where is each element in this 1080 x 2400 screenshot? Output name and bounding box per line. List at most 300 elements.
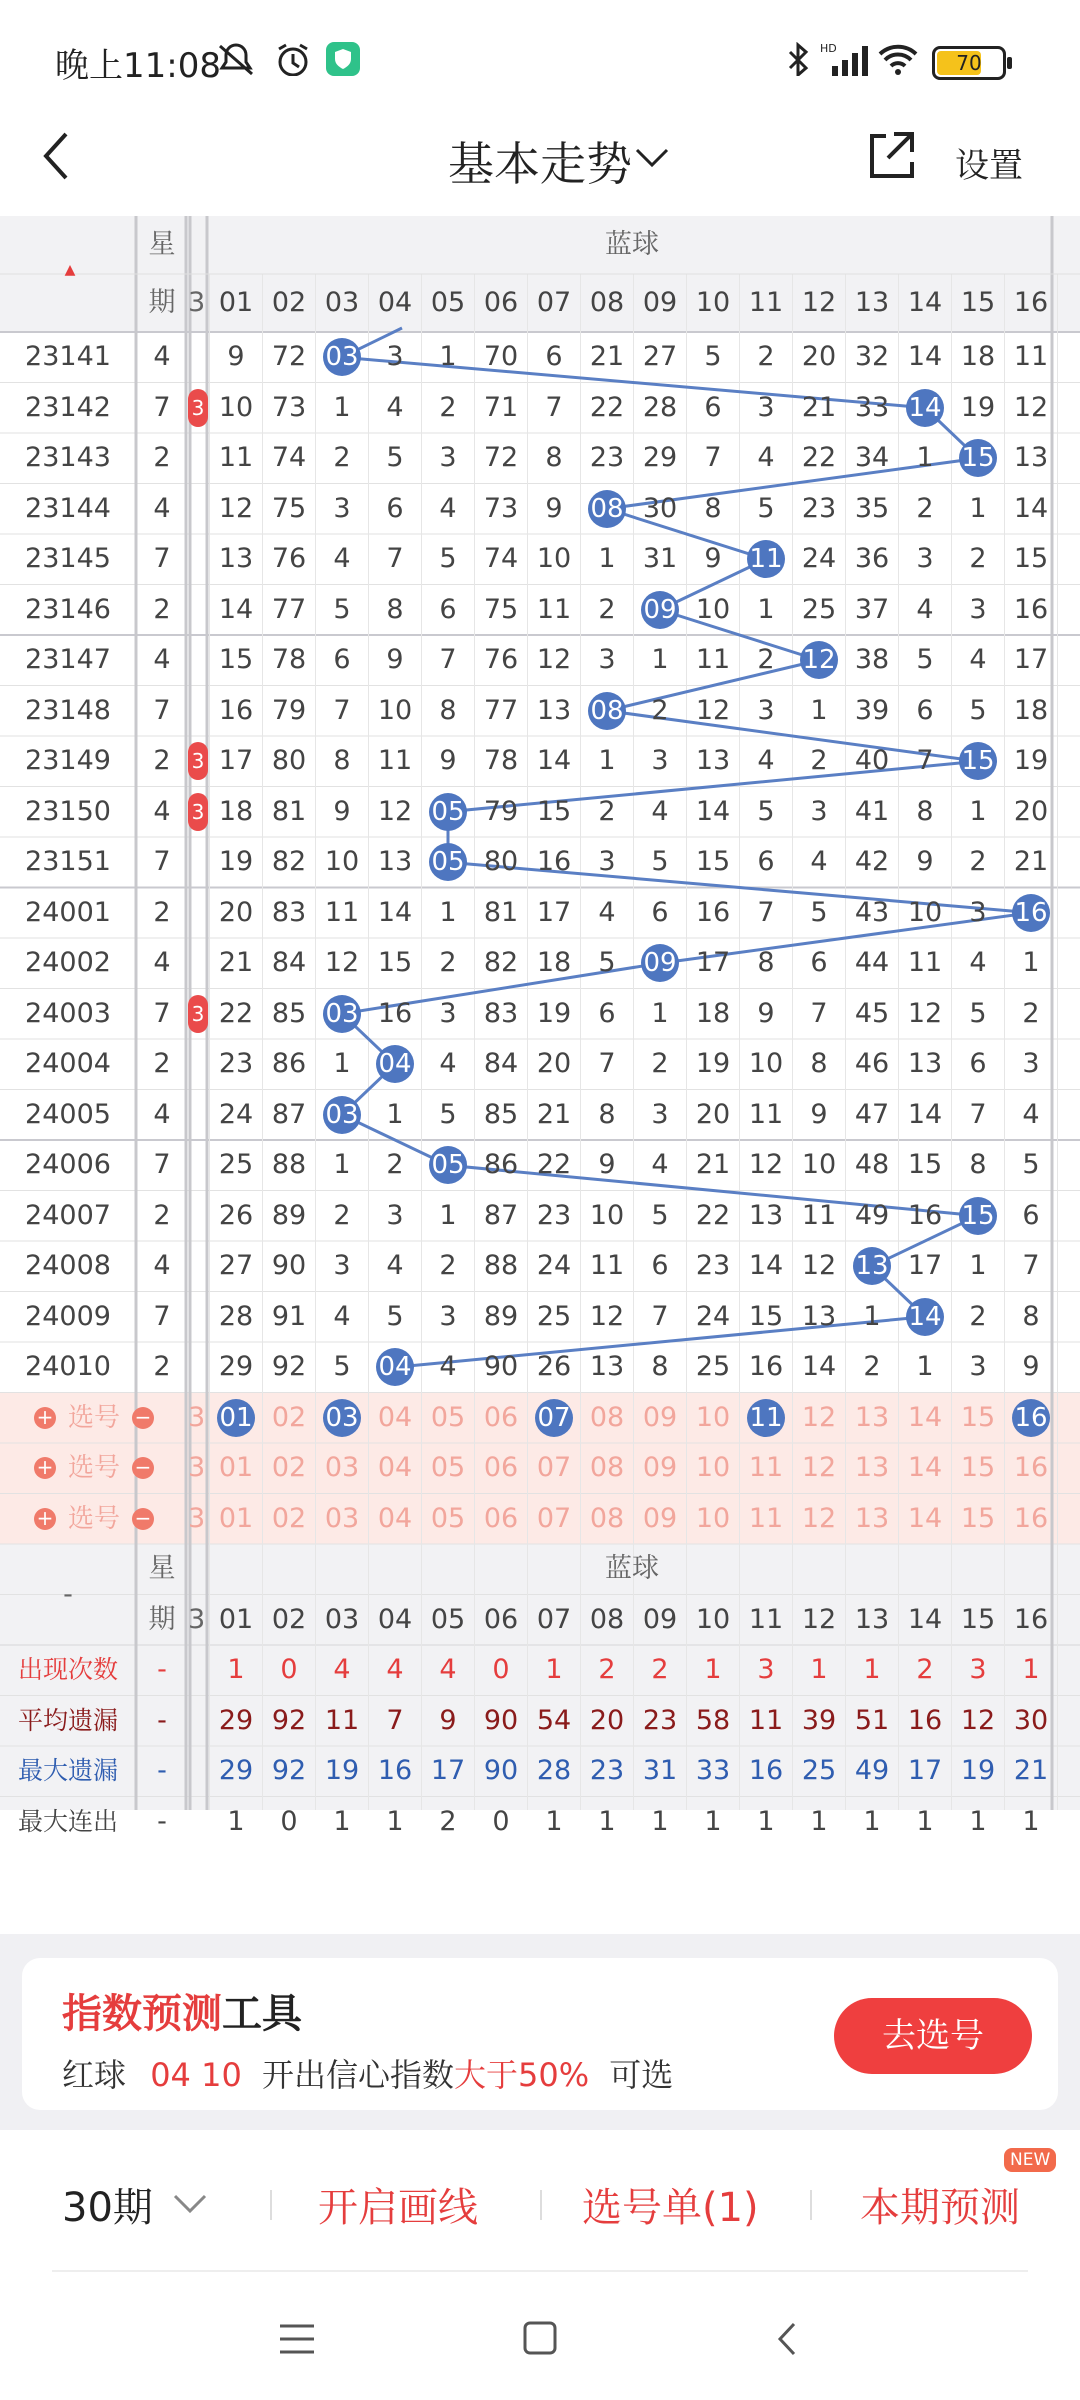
miss-cell: 12 (218, 492, 254, 524)
miss-cell: 5 (810, 896, 828, 928)
miss-cell: 6 (651, 896, 669, 928)
miss-cell: 15 (748, 1300, 784, 1332)
number-header: 14 (907, 287, 943, 318)
hit-ball: 04 (376, 1045, 414, 1083)
footer-period-dash: - (63, 1579, 73, 1610)
footer-number-header: 15 (960, 1603, 996, 1635)
miss-cell: 28 (218, 1300, 254, 1332)
miss-cell: 85 (483, 1098, 519, 1130)
pick-label[interactable]: 选号 (67, 1503, 120, 1534)
week-cell: 4 (153, 644, 171, 675)
share-icon[interactable] (864, 128, 918, 184)
footer-number-header: 07 (536, 1603, 572, 1635)
pick-number[interactable]: 10 (695, 1502, 731, 1534)
trail-column-label: 3 (188, 287, 206, 318)
miss-cell: 23 (589, 442, 625, 473)
trail-column-label: 3 (188, 1502, 206, 1534)
number-header: 11 (748, 287, 784, 318)
miss-cell: 5 (439, 543, 457, 574)
miss-cell: 30 (642, 492, 678, 524)
miss-cell: 5 (333, 1351, 351, 1382)
miss-cell: 4 (969, 947, 987, 978)
miss-cell: 1 (386, 1098, 404, 1130)
miss-cell: 21 (589, 341, 625, 372)
miss-cell: 15 (1013, 543, 1049, 574)
period-cell: 24005 (25, 1098, 111, 1130)
stat-value: 11 (748, 1704, 784, 1736)
miss-cell: 18 (695, 997, 731, 1029)
pick-number[interactable]: 08 (589, 1452, 625, 1483)
footer-week-bottom: 期 (148, 1603, 176, 1635)
number-header: 12 (801, 287, 837, 318)
stat-value: 1 (704, 1805, 722, 1837)
hit-ball: 13 (853, 1247, 891, 1285)
battery-level: 70 (956, 51, 982, 75)
period-chevron-icon[interactable] (172, 2192, 208, 2216)
stat-value: 29 (218, 1755, 254, 1786)
miss-cell: 82 (271, 846, 307, 877)
miss-cell: 1 (333, 391, 351, 423)
pick-number[interactable]: 02 (271, 1452, 307, 1483)
miss-cell: 3 (757, 694, 775, 726)
pick-label[interactable]: 选号 (67, 1453, 120, 1483)
pick-number[interactable]: 11 (748, 1452, 784, 1483)
period-cell: 23142 (25, 391, 111, 423)
hit-ball: 04 (376, 1348, 414, 1386)
miss-cell: 2 (916, 492, 934, 524)
miss-cell: 20 (1013, 795, 1049, 827)
miss-cell: 27 (218, 1250, 254, 1281)
number-header: 04 (377, 287, 413, 318)
pick-number[interactable]: 06 (483, 1401, 519, 1433)
miss-cell: 6 (757, 846, 775, 877)
footer-number-header: 12 (801, 1603, 837, 1635)
pick-number[interactable]: 09 (642, 1452, 678, 1483)
miss-cell: 8 (810, 1048, 828, 1079)
miss-cell: 11 (324, 896, 360, 928)
miss-cell: 26 (218, 1199, 254, 1231)
stat-value: 21 (1013, 1755, 1049, 1786)
stat-label: 最大遗漏 (17, 1756, 118, 1785)
miss-cell: 6 (439, 593, 457, 625)
miss-cell: 13 (589, 1351, 625, 1382)
pick-number[interactable]: 13 (854, 1401, 890, 1433)
miss-cell: 26 (536, 1351, 572, 1382)
hit-ball: 14 (906, 1298, 944, 1336)
promo-line-red: 大于50% (453, 2056, 590, 2094)
stat-value: 58 (695, 1704, 731, 1736)
picked-ball[interactable]: 01 (217, 1399, 255, 1437)
pick-label[interactable]: 选号 (67, 1402, 120, 1433)
divider (540, 2190, 542, 2220)
miss-cell: 2 (810, 745, 828, 776)
miss-cell: 9 (1022, 1351, 1040, 1382)
miss-cell: 9 (386, 644, 404, 675)
number-header: 06 (483, 287, 519, 318)
system-nav-bar (0, 2280, 1080, 2400)
sort-icon[interactable]: ▲ (64, 262, 76, 278)
hit-ball: 03 (323, 1096, 361, 1134)
miss-cell: 12 (536, 644, 572, 675)
stat-value: 1 (227, 1805, 245, 1837)
number-header: 09 (642, 287, 678, 318)
miss-cell: 22 (536, 1149, 572, 1180)
predict-button[interactable]: 本期预测 (860, 2185, 1020, 2231)
add-pick-icon[interactable]: + (34, 1407, 56, 1429)
miss-cell: 40 (854, 745, 890, 776)
period-select[interactable]: 30期 (62, 2185, 153, 2231)
week-header-bottom: 期 (148, 287, 176, 318)
miss-cell: 83 (271, 896, 307, 928)
miss-cell: 25 (801, 593, 837, 625)
pick-number[interactable]: 06 (483, 1502, 519, 1534)
miss-cell: 18 (536, 947, 572, 978)
miss-cell: 70 (483, 341, 519, 372)
number-header: 07 (536, 287, 572, 318)
miss-cell: 9 (916, 846, 934, 877)
remove-pick-icon[interactable]: − (132, 1457, 154, 1479)
miss-cell: 4 (651, 795, 669, 827)
stat-label: 出现次数 (17, 1655, 118, 1684)
stat-value: 1 (1022, 1654, 1040, 1685)
promo-card (22, 1958, 1058, 2110)
period-cell: 24003 (25, 997, 111, 1029)
pick-number[interactable]: 13 (854, 1452, 890, 1483)
miss-cell: 8 (386, 593, 404, 625)
week-cell: 4 (153, 492, 171, 524)
status-time: 晚上11:08 (55, 46, 221, 86)
stat-value: 1 (598, 1805, 616, 1837)
wifi-icon (876, 42, 920, 76)
pick-number[interactable]: 09 (642, 1502, 678, 1534)
pick-number[interactable]: 04 (377, 1401, 413, 1433)
pick-number[interactable]: 12 (801, 1502, 837, 1534)
miss-cell: 9 (545, 492, 563, 524)
picked-ball[interactable]: 11 (747, 1399, 785, 1437)
miss-cell: 9 (810, 1098, 828, 1130)
pick-number[interactable]: 16 (1013, 1452, 1049, 1483)
miss-cell: 88 (483, 1250, 519, 1281)
week-cell: 4 (153, 341, 171, 372)
pick-number[interactable]: 05 (430, 1502, 466, 1534)
miss-cell: 77 (483, 694, 519, 726)
number-header: 13 (854, 287, 890, 318)
pick-number[interactable]: 09 (642, 1401, 678, 1433)
menu-icon[interactable] (278, 2322, 316, 2356)
divider (52, 2270, 1028, 2272)
miss-cell: 7 (916, 745, 934, 776)
footer-number-header: 03 (324, 1603, 360, 1635)
miss-cell: 3 (386, 341, 404, 372)
pick-number[interactable]: 01 (218, 1452, 254, 1483)
miss-cell: 20 (801, 341, 837, 372)
miss-cell: 13 (377, 846, 413, 877)
stat-dash: - (157, 1755, 167, 1786)
miss-cell: 80 (483, 846, 519, 877)
pick-number[interactable]: 15 (960, 1452, 996, 1483)
miss-cell: 12 (589, 1300, 625, 1332)
miss-cell: 2 (333, 442, 351, 473)
miss-cell: 1 (757, 593, 775, 625)
pick-number[interactable]: 04 (377, 1452, 413, 1483)
pick-number[interactable]: 02 (271, 1502, 307, 1534)
period-cell: 23143 (25, 442, 111, 473)
miss-cell: 14 (801, 1351, 837, 1382)
pick-number[interactable]: 14 (907, 1502, 943, 1534)
period-cell: 24009 (25, 1300, 111, 1332)
stat-value: 90 (483, 1755, 519, 1786)
promo-line-numbers: 04 10 (150, 2056, 242, 2094)
stat-value: 2 (598, 1654, 616, 1685)
miss-cell: 7 (598, 1048, 616, 1079)
stat-value: 1 (333, 1805, 351, 1837)
miss-cell: 7 (810, 997, 828, 1029)
miss-cell: 18 (218, 795, 254, 827)
number-header: 16 (1013, 287, 1049, 318)
miss-cell: 2 (969, 846, 987, 877)
miss-cell: 13 (536, 694, 572, 726)
footer-number-header: 04 (377, 1603, 413, 1635)
trail-column-label: 3 (188, 1603, 206, 1635)
miss-cell: 4 (651, 1149, 669, 1180)
miss-cell: 27 (642, 341, 678, 372)
chevron-down-icon[interactable] (634, 146, 670, 170)
miss-cell: 7 (333, 694, 351, 726)
stat-value: 39 (801, 1704, 837, 1736)
miss-cell: 12 (907, 997, 943, 1029)
stat-value: 29 (218, 1704, 254, 1736)
pick-number[interactable]: 05 (430, 1401, 466, 1433)
pick-number[interactable]: 10 (695, 1401, 731, 1433)
svg-text:HD: HD (820, 42, 837, 55)
week-cell: 7 (153, 1149, 171, 1180)
pick-number[interactable]: 12 (801, 1401, 837, 1433)
miss-cell: 23 (695, 1250, 731, 1281)
footer-number-header: 01 (218, 1603, 254, 1635)
miss-cell: 17 (1013, 644, 1049, 675)
settings-button[interactable]: 设置 (955, 146, 1023, 186)
miss-cell: 17 (695, 947, 731, 978)
miss-cell: 1 (439, 896, 457, 928)
miss-cell: 15 (536, 795, 572, 827)
stat-value: 3 (969, 1654, 987, 1685)
miss-cell: 1 (969, 1250, 987, 1281)
picked-ball[interactable]: 07 (535, 1399, 573, 1437)
pick-number[interactable]: 08 (589, 1502, 625, 1534)
add-pick-icon[interactable]: + (34, 1457, 56, 1479)
footer-blue-header: 蓝球 (605, 1553, 659, 1584)
miss-cell: 5 (386, 1300, 404, 1332)
hit-ball: 03 (323, 338, 361, 376)
miss-cell: 3 (969, 1351, 987, 1382)
miss-cell: 37 (854, 593, 890, 625)
miss-cell: 3 (598, 846, 616, 877)
pick-number[interactable]: 15 (960, 1401, 996, 1433)
pick-number[interactable]: 16 (1013, 1502, 1049, 1534)
miss-cell: 48 (854, 1149, 890, 1180)
miss-cell: 4 (810, 846, 828, 877)
miss-cell: 8 (545, 442, 563, 473)
stat-value: 25 (801, 1755, 837, 1786)
pick-number[interactable]: 14 (907, 1452, 943, 1483)
miss-cell: 20 (218, 896, 254, 928)
miss-cell: 44 (854, 947, 890, 978)
stat-value: 54 (536, 1704, 572, 1736)
pick-number[interactable]: 11 (748, 1502, 784, 1534)
miss-cell: 29 (642, 442, 678, 473)
bluetooth-icon (786, 42, 810, 76)
stat-value: 1 (227, 1654, 245, 1685)
pick-number[interactable]: 07 (536, 1452, 572, 1483)
footer-number-header: 11 (748, 1603, 784, 1635)
miss-cell: 7 (1022, 1250, 1040, 1281)
miss-cell: 6 (651, 1250, 669, 1281)
miss-cell: 81 (483, 896, 519, 928)
stat-label: 最大连出 (17, 1806, 118, 1836)
stat-label: 平均遗漏 (17, 1705, 118, 1735)
pick-number[interactable]: 04 (377, 1502, 413, 1534)
miss-cell: 16 (695, 896, 731, 928)
miss-cell: 2 (598, 593, 616, 625)
miss-cell: 9 (757, 997, 775, 1029)
pick-number[interactable]: 08 (589, 1401, 625, 1433)
stat-value: 33 (695, 1755, 731, 1786)
hit-ball: 05 (429, 843, 467, 881)
shield-app-icon (326, 42, 360, 76)
grid-cells (0, 216, 1080, 1837)
miss-cell: 8 (598, 1098, 616, 1130)
miss-cell: 5 (1022, 1149, 1040, 1180)
pick-number[interactable]: 06 (483, 1452, 519, 1483)
miss-cell: 4 (386, 391, 404, 423)
remove-pick-icon[interactable]: − (132, 1407, 154, 1429)
miss-cell: 5 (757, 795, 775, 827)
miss-cell: 7 (439, 644, 457, 675)
miss-cell: 4 (1022, 1098, 1040, 1130)
stat-value: 16 (377, 1755, 413, 1786)
stat-dash: - (157, 1654, 167, 1685)
miss-cell: 3 (757, 391, 775, 423)
pick-number[interactable]: 10 (695, 1452, 731, 1483)
miss-cell: 33 (854, 391, 890, 423)
miss-cell: 3 (439, 997, 457, 1029)
go-pick-button[interactable]: 去选号 (834, 1998, 1032, 2074)
picked-ball[interactable]: 16 (1012, 1399, 1050, 1437)
miss-cell: 5 (969, 694, 987, 726)
miss-cell: 78 (271, 644, 307, 675)
stat-value: 19 (324, 1755, 360, 1786)
number-header: 10 (695, 287, 731, 318)
miss-cell: 15 (377, 947, 413, 978)
miss-cell: 5 (916, 644, 934, 675)
miss-cell: 4 (757, 442, 775, 473)
week-cell: 7 (153, 997, 171, 1029)
pick-number[interactable]: 07 (536, 1502, 572, 1534)
miss-cell: 9 (333, 795, 351, 827)
miss-cell: 24 (801, 543, 837, 574)
period-header[interactable] (8, 236, 128, 300)
miss-cell: 1 (598, 745, 616, 776)
week-cell: 7 (153, 1300, 171, 1332)
picked-ball[interactable]: 03 (323, 1399, 361, 1437)
hit-ball: 14 (906, 389, 944, 427)
miss-cell: 10 (589, 1199, 625, 1231)
pick-number[interactable]: 03 (324, 1502, 360, 1534)
period-cell: 24004 (25, 1048, 111, 1079)
ticket-button[interactable]: 选号单(1) (582, 2185, 759, 2231)
pick-number[interactable]: 02 (271, 1401, 307, 1433)
miss-cell: 18 (960, 341, 996, 372)
stat-value: 19 (960, 1755, 996, 1786)
miss-cell: 24 (536, 1250, 572, 1281)
week-cell: 4 (153, 795, 171, 827)
pick-number[interactable]: 13 (854, 1502, 890, 1534)
miss-cell: 3 (1022, 1048, 1040, 1079)
miss-cell: 6 (916, 694, 934, 726)
battery-icon (932, 46, 1006, 80)
hit-ball: 12 (800, 641, 838, 679)
add-pick-icon[interactable]: + (34, 1508, 56, 1530)
miss-cell: 14 (536, 745, 572, 776)
miss-cell: 4 (757, 745, 775, 776)
miss-cell: 5 (386, 442, 404, 473)
miss-cell: 46 (854, 1048, 890, 1079)
trail-column-label: 3 (188, 1401, 206, 1433)
draw-line-button[interactable]: 开启画线 (318, 2185, 478, 2231)
miss-cell: 5 (333, 593, 351, 625)
hit-ball: 08 (588, 490, 626, 528)
miss-cell: 1 (651, 997, 669, 1029)
hit-ball: 16 (1012, 894, 1050, 932)
miss-cell: 3 (439, 442, 457, 473)
miss-cell: 10 (801, 1149, 837, 1180)
home-icon[interactable] (522, 2320, 558, 2356)
miss-cell: 11 (218, 442, 254, 473)
miss-cell: 9 (439, 745, 457, 776)
pick-number[interactable]: 14 (907, 1401, 943, 1433)
hit-ball: 09 (641, 591, 679, 629)
miss-cell: 81 (271, 795, 307, 827)
pick-number[interactable]: 05 (430, 1452, 466, 1483)
miss-cell: 84 (483, 1048, 519, 1079)
number-header: 03 (324, 287, 360, 318)
miss-cell: 41 (854, 795, 890, 827)
miss-cell: 17 (218, 745, 254, 776)
remove-pick-icon[interactable]: − (132, 1508, 154, 1530)
pick-number[interactable]: 15 (960, 1502, 996, 1534)
pick-number[interactable]: 12 (801, 1452, 837, 1483)
pick-number[interactable]: 01 (218, 1502, 254, 1534)
footer-number-header: 16 (1013, 1603, 1049, 1635)
miss-cell: 21 (218, 947, 254, 978)
miss-cell: 10 (536, 543, 572, 574)
miss-cell: 1 (333, 1048, 351, 1079)
footer-number-header: 13 (854, 1603, 890, 1635)
miss-cell: 6 (810, 947, 828, 978)
miss-cell: 79 (483, 795, 519, 827)
miss-cell: 16 (377, 997, 413, 1029)
pick-number[interactable]: 03 (324, 1452, 360, 1483)
miss-cell: 8 (969, 1149, 987, 1180)
miss-cell: 6 (545, 341, 563, 372)
miss-cell: 14 (218, 593, 254, 625)
period-cell: 24008 (25, 1250, 111, 1281)
stat-value: 1 (757, 1805, 775, 1837)
stat-value: 9 (439, 1704, 457, 1736)
miss-cell: 5 (969, 997, 987, 1029)
miss-cell: 4 (916, 593, 934, 625)
back-nav-icon[interactable] (774, 2320, 800, 2358)
